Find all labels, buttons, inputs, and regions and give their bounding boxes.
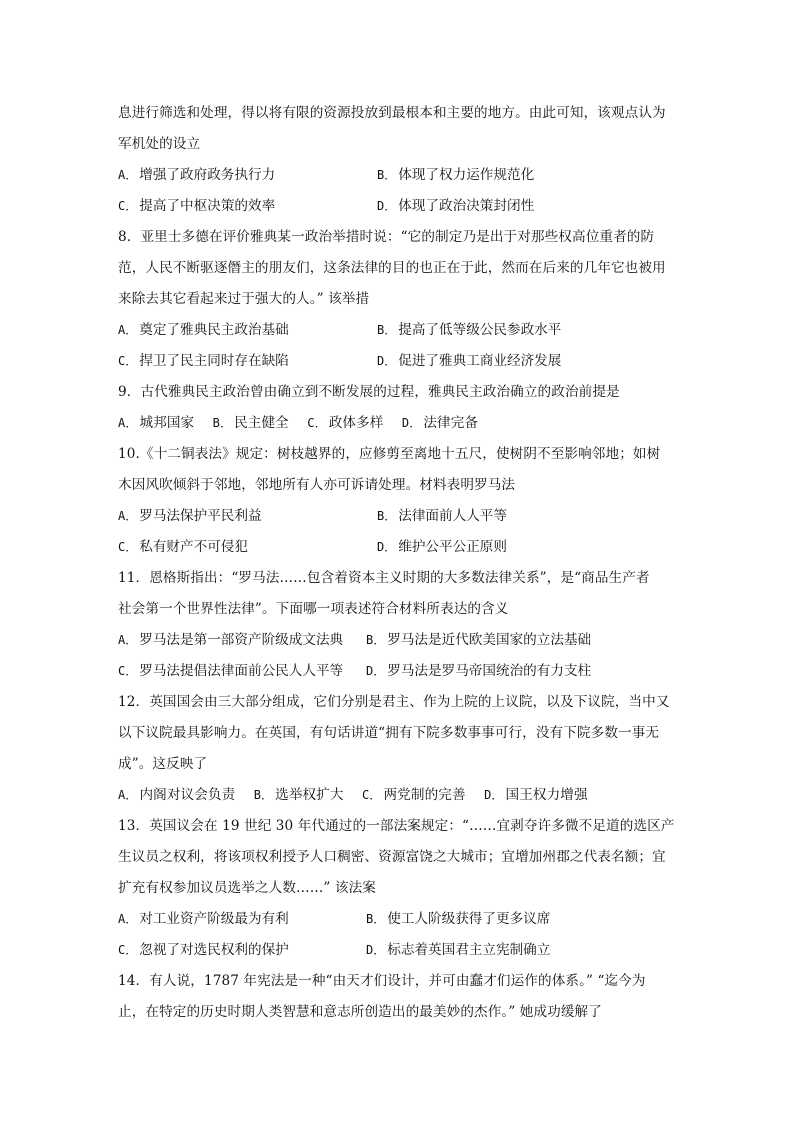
option-row [118, 532, 684, 563]
question-9 [118, 377, 684, 439]
question-text-line: 9．古代雅典民主政治曾由确立到不断发展的过程，雅典民主政治确立的政治前提是 [118, 384, 620, 400]
option-d[interactable]: D． 罗马法是罗马帝国统治的有力支柱 [366, 663, 592, 679]
option-c[interactable]: C． 政体多样 [307, 415, 384, 431]
question-8 [118, 222, 684, 377]
question-text-line: 范，人民不断驱逐僭主的朋友们，这条法律的目的也正在于此，然而在后来的几年它也被用 [118, 260, 666, 276]
option-b[interactable]: B． 提高了低等级公民参政水平 [377, 322, 562, 338]
option-row-inline [118, 408, 684, 439]
option-d[interactable]: D． 标志着英国君主立宪制确立 [366, 942, 551, 958]
option-row [118, 501, 684, 532]
option-row [118, 160, 684, 191]
question-text-line: 军机处的设立 [118, 136, 201, 152]
option-a[interactable]: A． 奠定了雅典民主政治基础 [118, 322, 289, 338]
option-a[interactable]: A． 罗马法保护平民利益 [118, 508, 262, 524]
option-b[interactable]: B． 罗马法是近代欧美国家的立法基础 [366, 632, 592, 648]
option-row [118, 191, 684, 222]
option-row [118, 315, 684, 346]
option-a[interactable]: A． 罗马法是第一部资产阶级成文法典 [118, 632, 344, 648]
exam-page [118, 98, 684, 1028]
question-text-line: 14．有人说，1787 年宪法是一种“由天才们设计，并可由蠢才们运作的体系。” “迄今为 [118, 973, 646, 989]
question-text-line: 以下议院最具影响力。在英国，有句话讲道“拥有下院多数事事可行，没有下院多数一事无 [118, 725, 660, 741]
option-row [118, 346, 684, 377]
option-row [118, 935, 684, 966]
option-d[interactable]: D． 维护公平公正原则 [377, 539, 507, 555]
option-b[interactable]: B． 民主健全 [212, 415, 289, 431]
question-text-line: 木因风吹倾斜于邻地，邻地所有人亦可诉请处理。材料表明罗马法 [118, 477, 516, 493]
question-text-line: 扩充有权参加议员选举之人数……” 该法案 [118, 880, 376, 896]
option-b[interactable]: B． 体现了权力运作规范化 [377, 167, 535, 183]
option-c[interactable]: C． 私有财产不可侵犯 [118, 539, 248, 555]
option-b[interactable]: B． 使工人阶级获得了更多议席 [366, 911, 551, 927]
option-row-inline [118, 780, 684, 811]
question-12 [118, 687, 684, 811]
question-13 [118, 811, 684, 966]
option-b[interactable]: B． 法律面前人人平等 [377, 508, 507, 524]
question-text-line: 社会第一个世界性法律”。下面哪一项表述符合材料所表达的含义 [118, 601, 509, 617]
question-7-continuation [118, 98, 684, 222]
option-c[interactable]: C． 捍卫了民主同时存在缺陷 [118, 353, 289, 369]
option-a[interactable]: A． 城邦国家 [118, 415, 195, 431]
question-text-line: 来除去其它看起来过于强大的人。” 该举措 [118, 291, 370, 307]
option-d[interactable]: D． 国王权力增强 [484, 787, 588, 803]
question-text-line: 10.《十二铜表法》规定：树枝越界的，应修剪至离地十五尺，使树阴不至影响邻地；如树 [118, 446, 661, 462]
option-d[interactable]: D． 促进了雅典工商业经济发展 [377, 353, 562, 369]
question-text-line: 生议员之权利，将该项权利授予人口稠密、资源富饶之大城市；宜增加州郡之代表名额；宜 [118, 849, 666, 865]
question-text-line: 13．英国议会在 19 世纪 30 年代通过的一部法案规定：“……宜剥夺许多微不足道的选区产 [118, 818, 675, 834]
question-text-line: 8．亚里士多德在评价雅典某一政治举措时说：“它的制定乃是出于对那些权高位重者的防 [118, 229, 655, 245]
option-row [118, 625, 684, 656]
option-d[interactable]: D． 体现了政治决策封闭性 [377, 198, 535, 214]
question-text-line: 11．恩格斯指出：“罗马法……包含着资本主义时期的大多数法律关系”，是“商品生产者 [118, 570, 650, 586]
option-row [118, 656, 684, 687]
option-c[interactable]: C． 两党制的完善 [362, 787, 466, 803]
question-14 [118, 966, 684, 1028]
question-text-line: 12．英国国会由三大部分组成，它们分别是君主、作为上院的上议院，以及下议院，当中又 [118, 694, 670, 710]
option-a[interactable]: A． 对工业资产阶级最为有利 [118, 911, 289, 927]
option-b[interactable]: B． 选举权扩大 [253, 787, 344, 803]
question-text-line: 成”。这反映了 [118, 756, 208, 772]
option-c[interactable]: C． 忽视了对选民权利的保护 [118, 942, 289, 958]
question-text-line: 息进行筛选和处理，得以将有限的资源投放到最根本和主要的地方。由此可知，该观点认为 [118, 105, 666, 121]
option-c[interactable]: C． 提高了中枢决策的效率 [118, 198, 276, 214]
option-d[interactable]: D． 法律完备 [401, 415, 479, 431]
option-a[interactable]: A． 增强了政府政务执行力 [118, 167, 276, 183]
question-10 [118, 439, 684, 563]
option-row [118, 904, 684, 935]
option-a[interactable]: A． 内阁对议会负责 [118, 787, 236, 803]
option-c[interactable]: C． 罗马法提倡法律面前公民人人平等 [118, 663, 344, 679]
question-text-line: 止，在特定的历史时期人类智慧和意志所创造出的最美妙的杰作。” 她成功缓解了 [118, 1004, 602, 1020]
question-11 [118, 563, 684, 687]
